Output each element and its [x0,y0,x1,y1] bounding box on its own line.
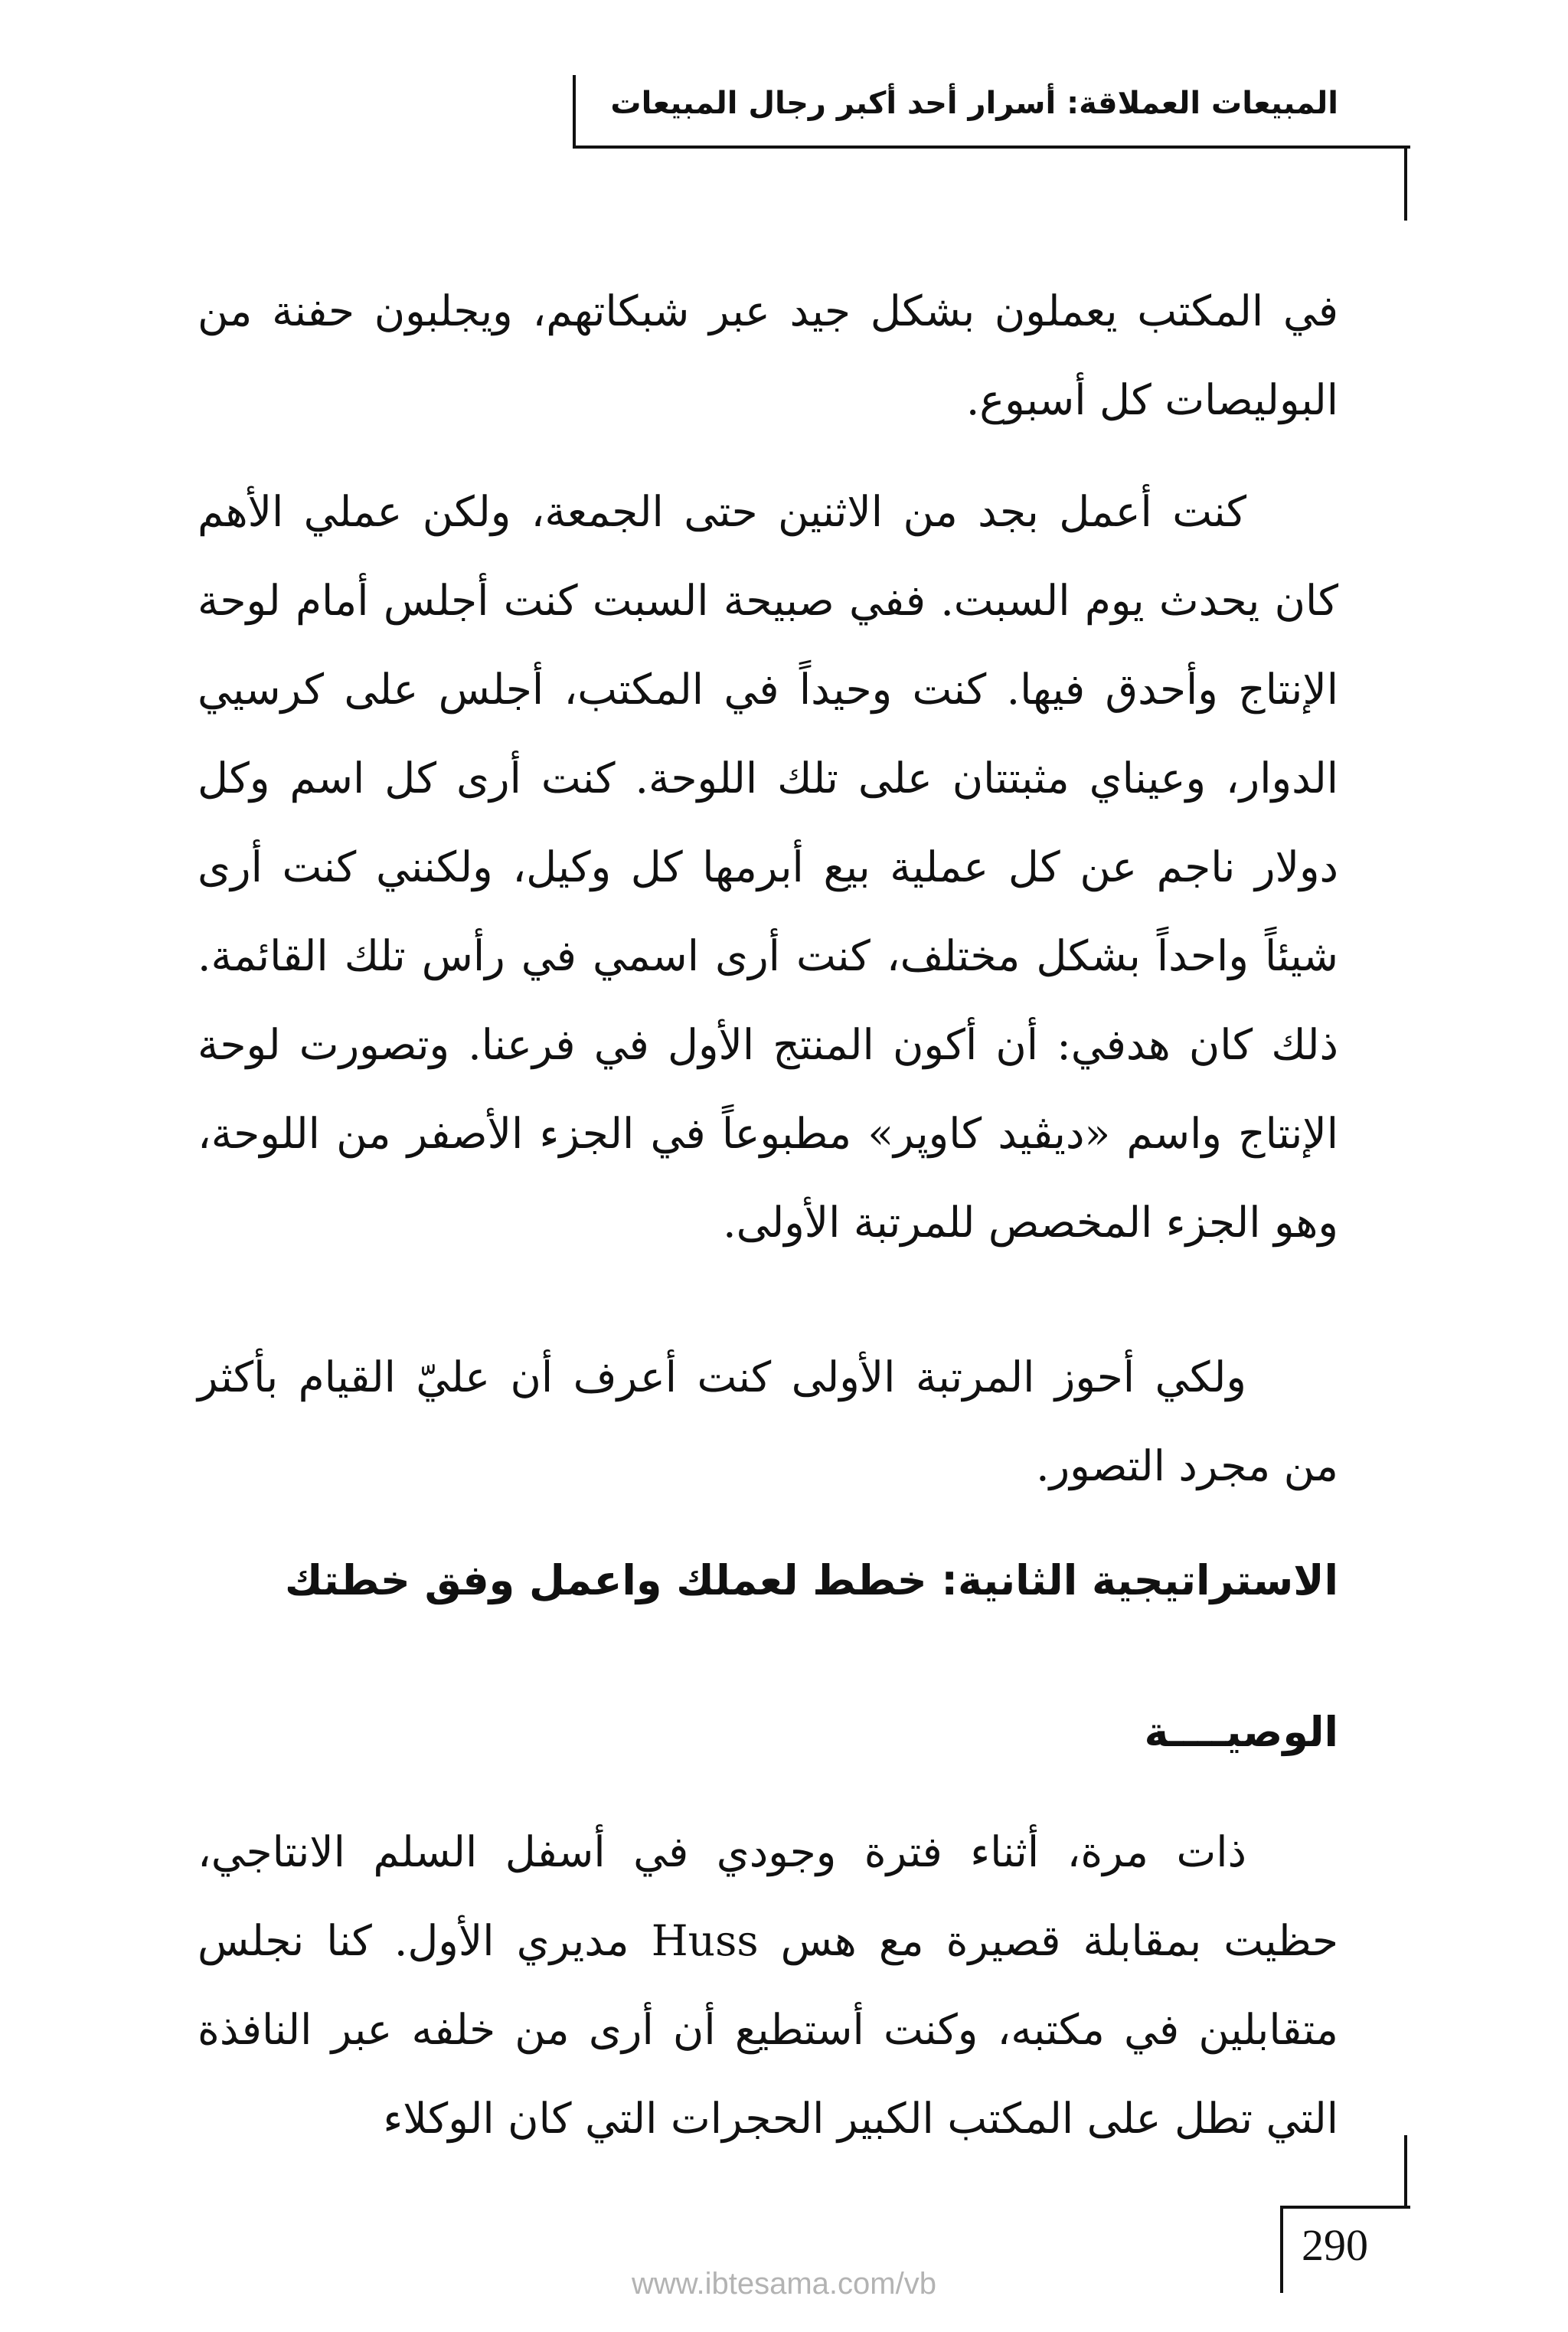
section-heading: الاستراتيجية الثانية: خطط لعملك واعمل وفق خطتك [285,1556,1338,1604]
paragraph-4: ذات مرة، أثناء فترة وجودي في أسفل السلم الانتاجي، حظيت بمقابلة قصيرة مع هس Huss مديري الأول. كنا نجلس متقابلين في مكتبه، وكنت أستطيع أن أرى من خلفه عبر النافذة التي تطل على المكتب الكبير الحجرات التي كان الوكلاء [198,1827,1338,2143]
running-header-rule [1404,146,1407,221]
watermark-link[interactable]: www.ibtesama.com/vb [632,2267,936,2301]
page-number: 290 [1302,2220,1368,2270]
paragraph-conclusion [198,1333,1338,1510]
page-number-rule [1404,2135,1407,2206]
subheading: الوصيــــة [1144,1708,1338,1756]
running-header-title: المبيعات العملاقة: أسرار أحد أكبر رجال المبيعات [610,86,1338,121]
paragraph-1: في المكتب يعملون بشكل جيد عبر شبكاتهم، ويجلبون حفنة من البوليصات كل أسبوع. [198,286,1338,424]
paragraph-continuation [198,267,1338,444]
paragraph-main [198,467,1338,1267]
paragraph-final [198,1807,1338,2163]
paragraph-3: ولكي أحوز المرتبة الأولى كنت أعرف أن عليّ القيام بأكثر من مجرد التصور. [198,1352,1338,1490]
paragraph-2: كنت أعمل بجد من الاثنين حتى الجمعة، ولكن عملي الأهم كان يحدث يوم السبت. ففي صبيحة السبت كنت أجلس أمام لوحة الإنتاج وأحدق فيها. كنت وحيداً في المكتب، أجلس على كرسيي الدوار، وعيناي مثبتتان على تلك اللوحة. كنت أرى كل اسم وكل دولار ناجم عن كل عملية بيع أبرمها كل وكيل، ولكنني كنت أرى شيئاً واحداً بشكل مختلف، كنت أرى اسمي في رأس تلك القائمة. ذلك كان هدفي: أن أكون المنتج الأول في فرعنا. وتصورت لوحة الإنتاج واسم «ديڤيد كاوپر» مطبوعاً في الجزء الأصفر من اللوحة، وهو الجزء المخصص للمرتبة الأولى. [198,487,1338,1247]
